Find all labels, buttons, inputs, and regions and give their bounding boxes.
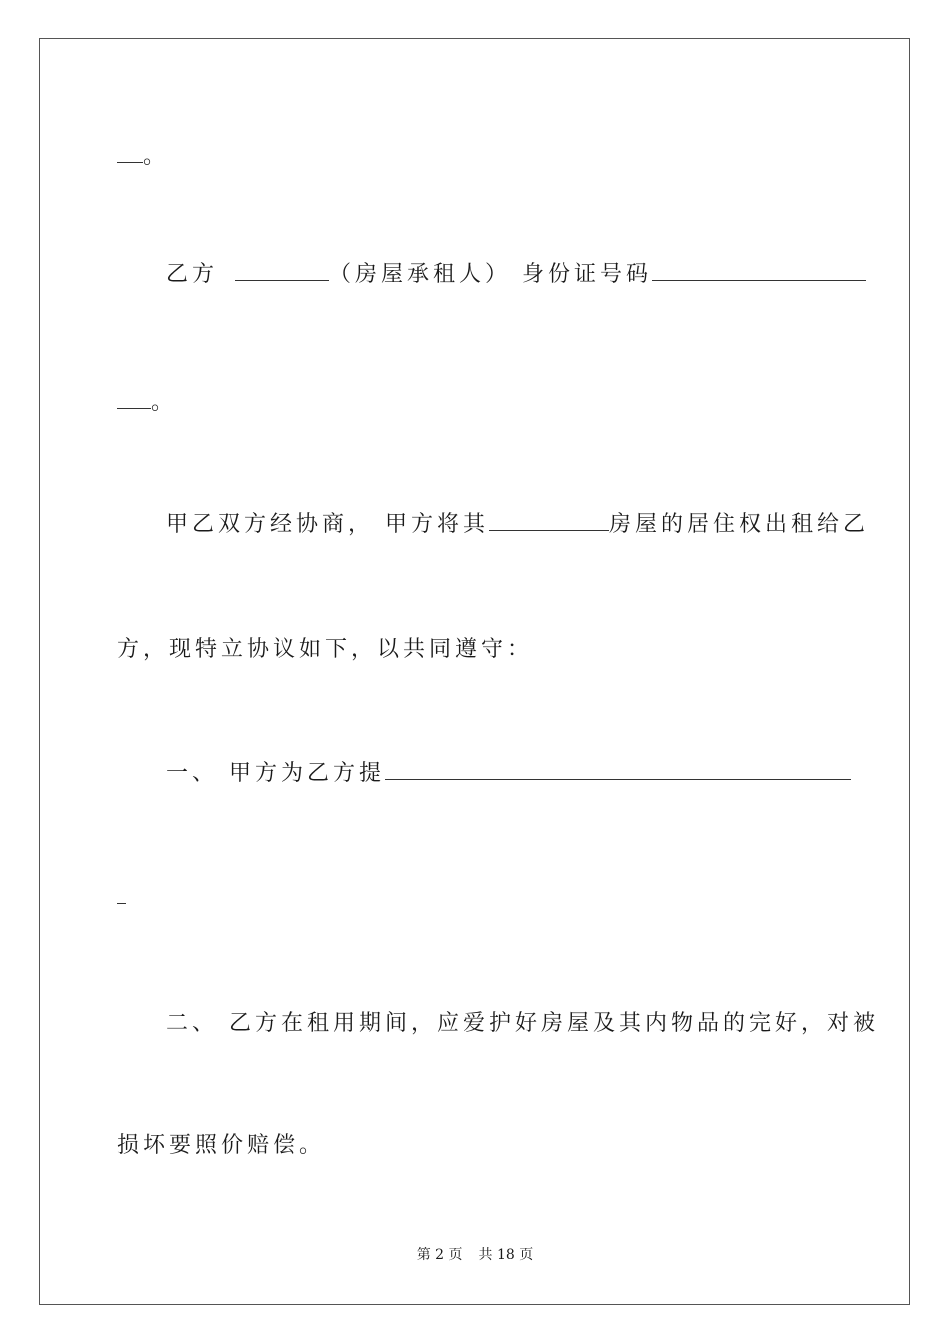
property-blank — [489, 512, 609, 531]
page-total: 共 18 页 — [478, 1247, 534, 1263]
line-5 — [117, 637, 533, 663]
line-4 — [166, 512, 869, 538]
line-4-text-a: 甲乙双方经协商， 甲方将其 — [166, 512, 489, 537]
line-3 — [117, 390, 177, 416]
page-number: 第 2 页 — [416, 1247, 463, 1263]
party-b-name-blank — [235, 262, 329, 281]
id-number-blank — [652, 262, 866, 281]
fill-blank — [117, 390, 151, 409]
line-8 — [166, 1011, 879, 1037]
clause-1-blank — [385, 761, 851, 780]
party-b-text: （房屋承租人） 身份证号码 — [329, 262, 653, 287]
line-6 — [166, 761, 851, 787]
line-7 — [117, 885, 126, 911]
line-1-text: 。 — [143, 144, 170, 169]
fill-blank — [117, 144, 143, 163]
clause-2-tail: 损坏要照价赔偿。 — [117, 1133, 326, 1158]
clause-2-text: 二、 乙方在租用期间，应爱护好房屋及其内物品的完好，对被 — [166, 1011, 879, 1036]
line-9 — [117, 1133, 325, 1159]
line-1 — [117, 144, 169, 170]
party-b-label: 乙方 — [166, 262, 219, 287]
page-frame — [39, 38, 910, 1305]
line-5-text: 方，现特立协议如下，以共同遵守： — [117, 637, 534, 662]
line-4-text-b: 房屋的居住权出租给乙 — [609, 512, 870, 537]
line-2 — [166, 262, 866, 288]
page-footer — [0, 1246, 950, 1264]
fill-blank — [117, 885, 126, 904]
line-3-text: 。 — [151, 390, 178, 415]
clause-1-text: 一、 甲方为乙方提 — [166, 761, 385, 786]
